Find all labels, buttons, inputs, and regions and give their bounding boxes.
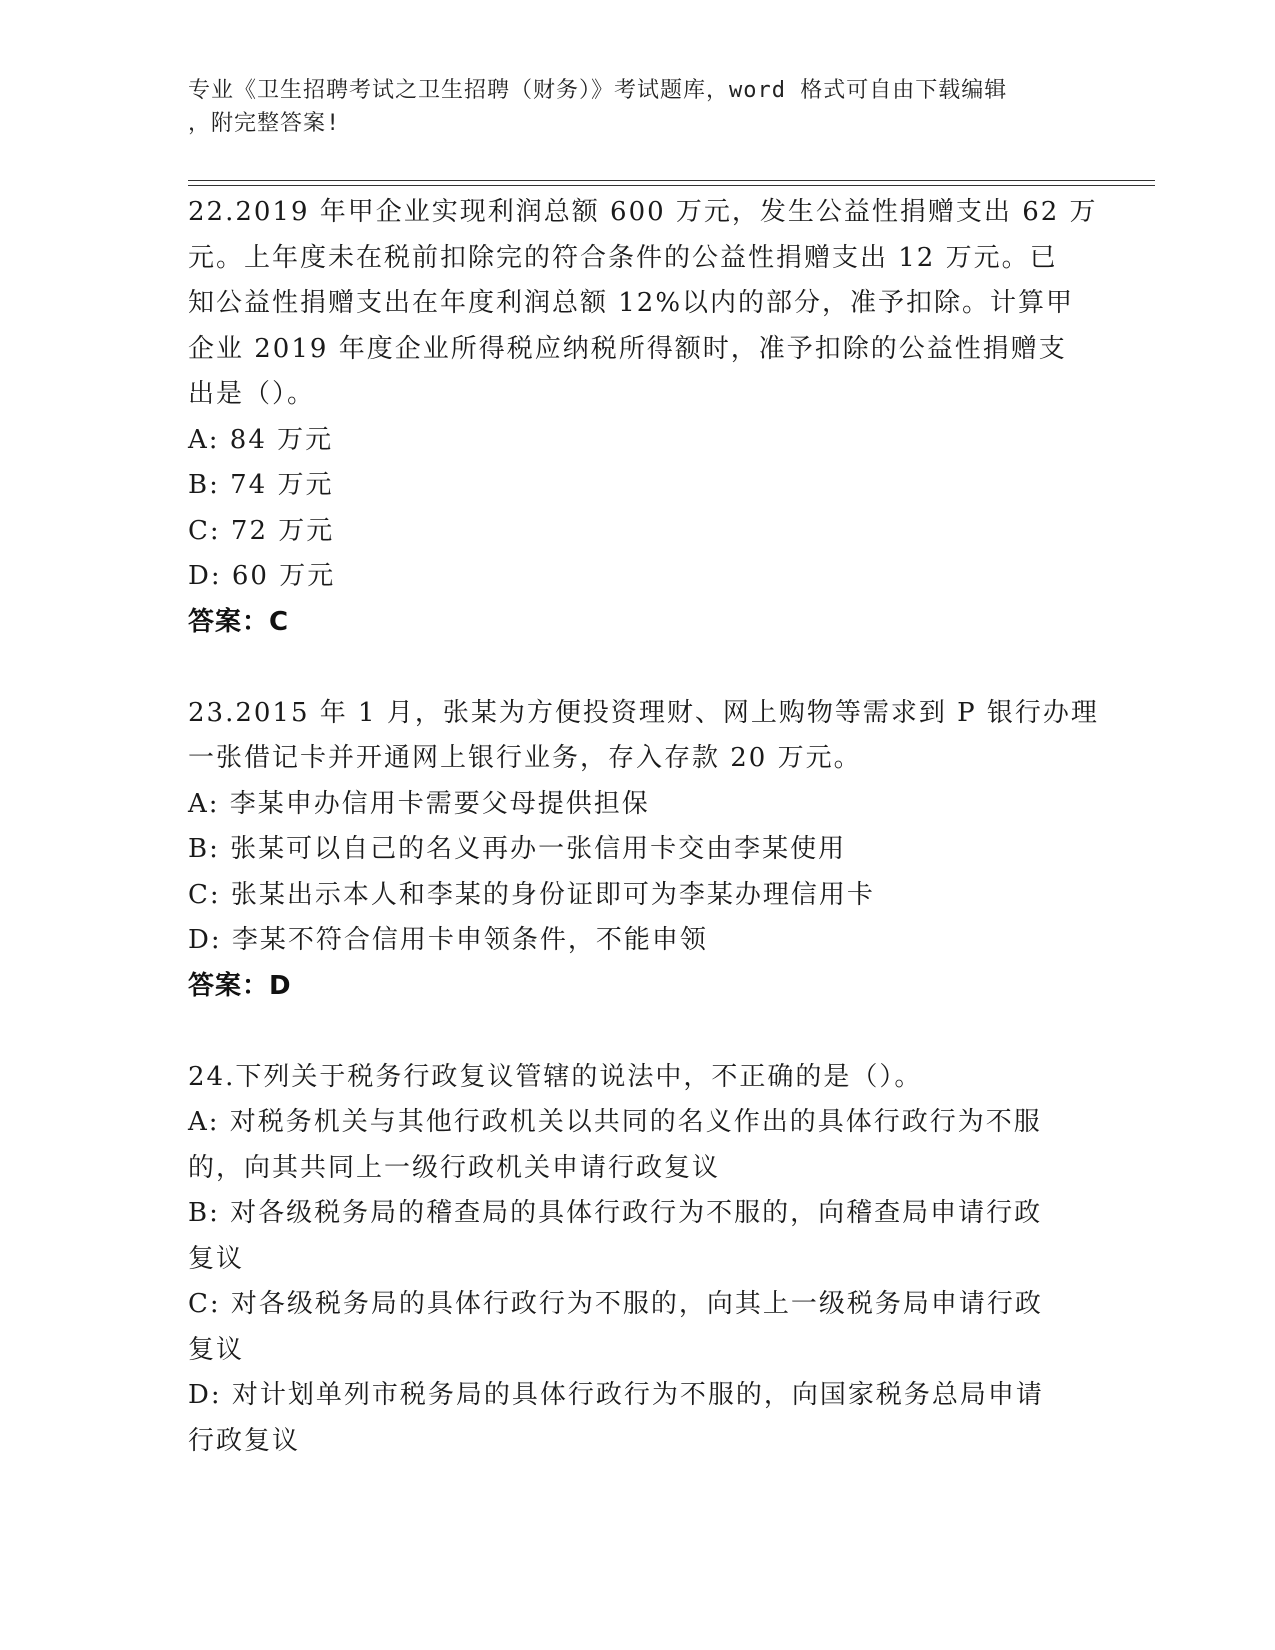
option-a: A: 对税务机关与其他行政机关以共同的名义作出的具体行政行为不服 — [188, 1107, 1042, 1137]
question-stem-line: 出是（）。 — [188, 379, 316, 409]
option-b: B: 张某可以自己的名义再办一张信用卡交由李某使用 — [188, 834, 847, 864]
question-22 — [188, 190, 1098, 645]
option-a-continued: 的，向其共同上一级行政机关申请行政复议 — [188, 1152, 721, 1183]
header-line-2: ，附完整答案! — [188, 111, 341, 136]
header-divider — [188, 180, 1155, 186]
option-d: D: 60 万元 — [188, 561, 336, 591]
question-stem-line: 元。上年度未在税前扣除完的符合条件的公益性捐赠支出 12 万元。已 — [188, 242, 1058, 273]
question-stem-line: 企业 2019 年度企业所得税应纳税所得额时，准予扣除的公益性捐赠支 — [188, 333, 1067, 364]
question-stem-line: 22.2019 年甲企业实现利润总额 600 万元，发生公益性捐赠支出 62 万 — [188, 197, 1098, 227]
question-23 — [188, 691, 1099, 1010]
option-a: A: 李某申办信用卡需要父母提供担保 — [188, 788, 650, 819]
option-c: C: 72 万元 — [188, 515, 335, 546]
question-stem-line: 知公益性捐赠支出在年度利润总额 12%以内的部分，准予扣除。计算甲 — [188, 288, 1075, 318]
question-stem-line: 23.2015 年 1 月，张某为方便投资理财、网上购物等需求到 P 银行办理 — [188, 697, 1099, 728]
option-d: D: 对计划单列市税务局的具体行政行为不服的，向国家税务总局申请 — [188, 1380, 1044, 1410]
question-list — [188, 190, 1099, 1464]
option-d-continued: 行政复议 — [188, 1425, 301, 1456]
option-c: C: 对各级税务局的具体行政行为不服的，向其上一级税务局申请行政 — [188, 1289, 1043, 1319]
question-stem-line: 24.下列关于税务行政复议管辖的说法中，不正确的是（）。 — [188, 1061, 923, 1092]
spacer — [188, 1009, 1088, 1055]
option-b-continued: 复议 — [188, 1243, 245, 1274]
question-24 — [188, 1055, 1088, 1465]
answer-label: 答案：D — [188, 970, 292, 1001]
option-d: D: 李某不符合信用卡申领条件，不能申领 — [188, 925, 708, 955]
answer-label: 答案：C — [188, 606, 290, 637]
question-stem-line: 一张借记卡并开通网上银行业务，存入存款 20 万元。 — [188, 743, 862, 773]
option-c-continued: 复议 — [188, 1334, 245, 1365]
option-a: A: 84 万元 — [188, 424, 334, 455]
spacer — [188, 645, 1088, 691]
option-b: B: 对各级税务局的稽查局的具体行政行为不服的，向稽查局申请行政 — [188, 1198, 1043, 1228]
header-line-1: 专业《卫生招聘考试之卫生招聘（财务）》考试题库，word 格式可自由下载编辑 — [188, 78, 1008, 103]
option-b: B: 74 万元 — [188, 470, 334, 500]
option-c: C: 张某出示本人和李某的身份证即可为李某办理信用卡 — [188, 879, 875, 910]
document-header — [188, 74, 1078, 140]
